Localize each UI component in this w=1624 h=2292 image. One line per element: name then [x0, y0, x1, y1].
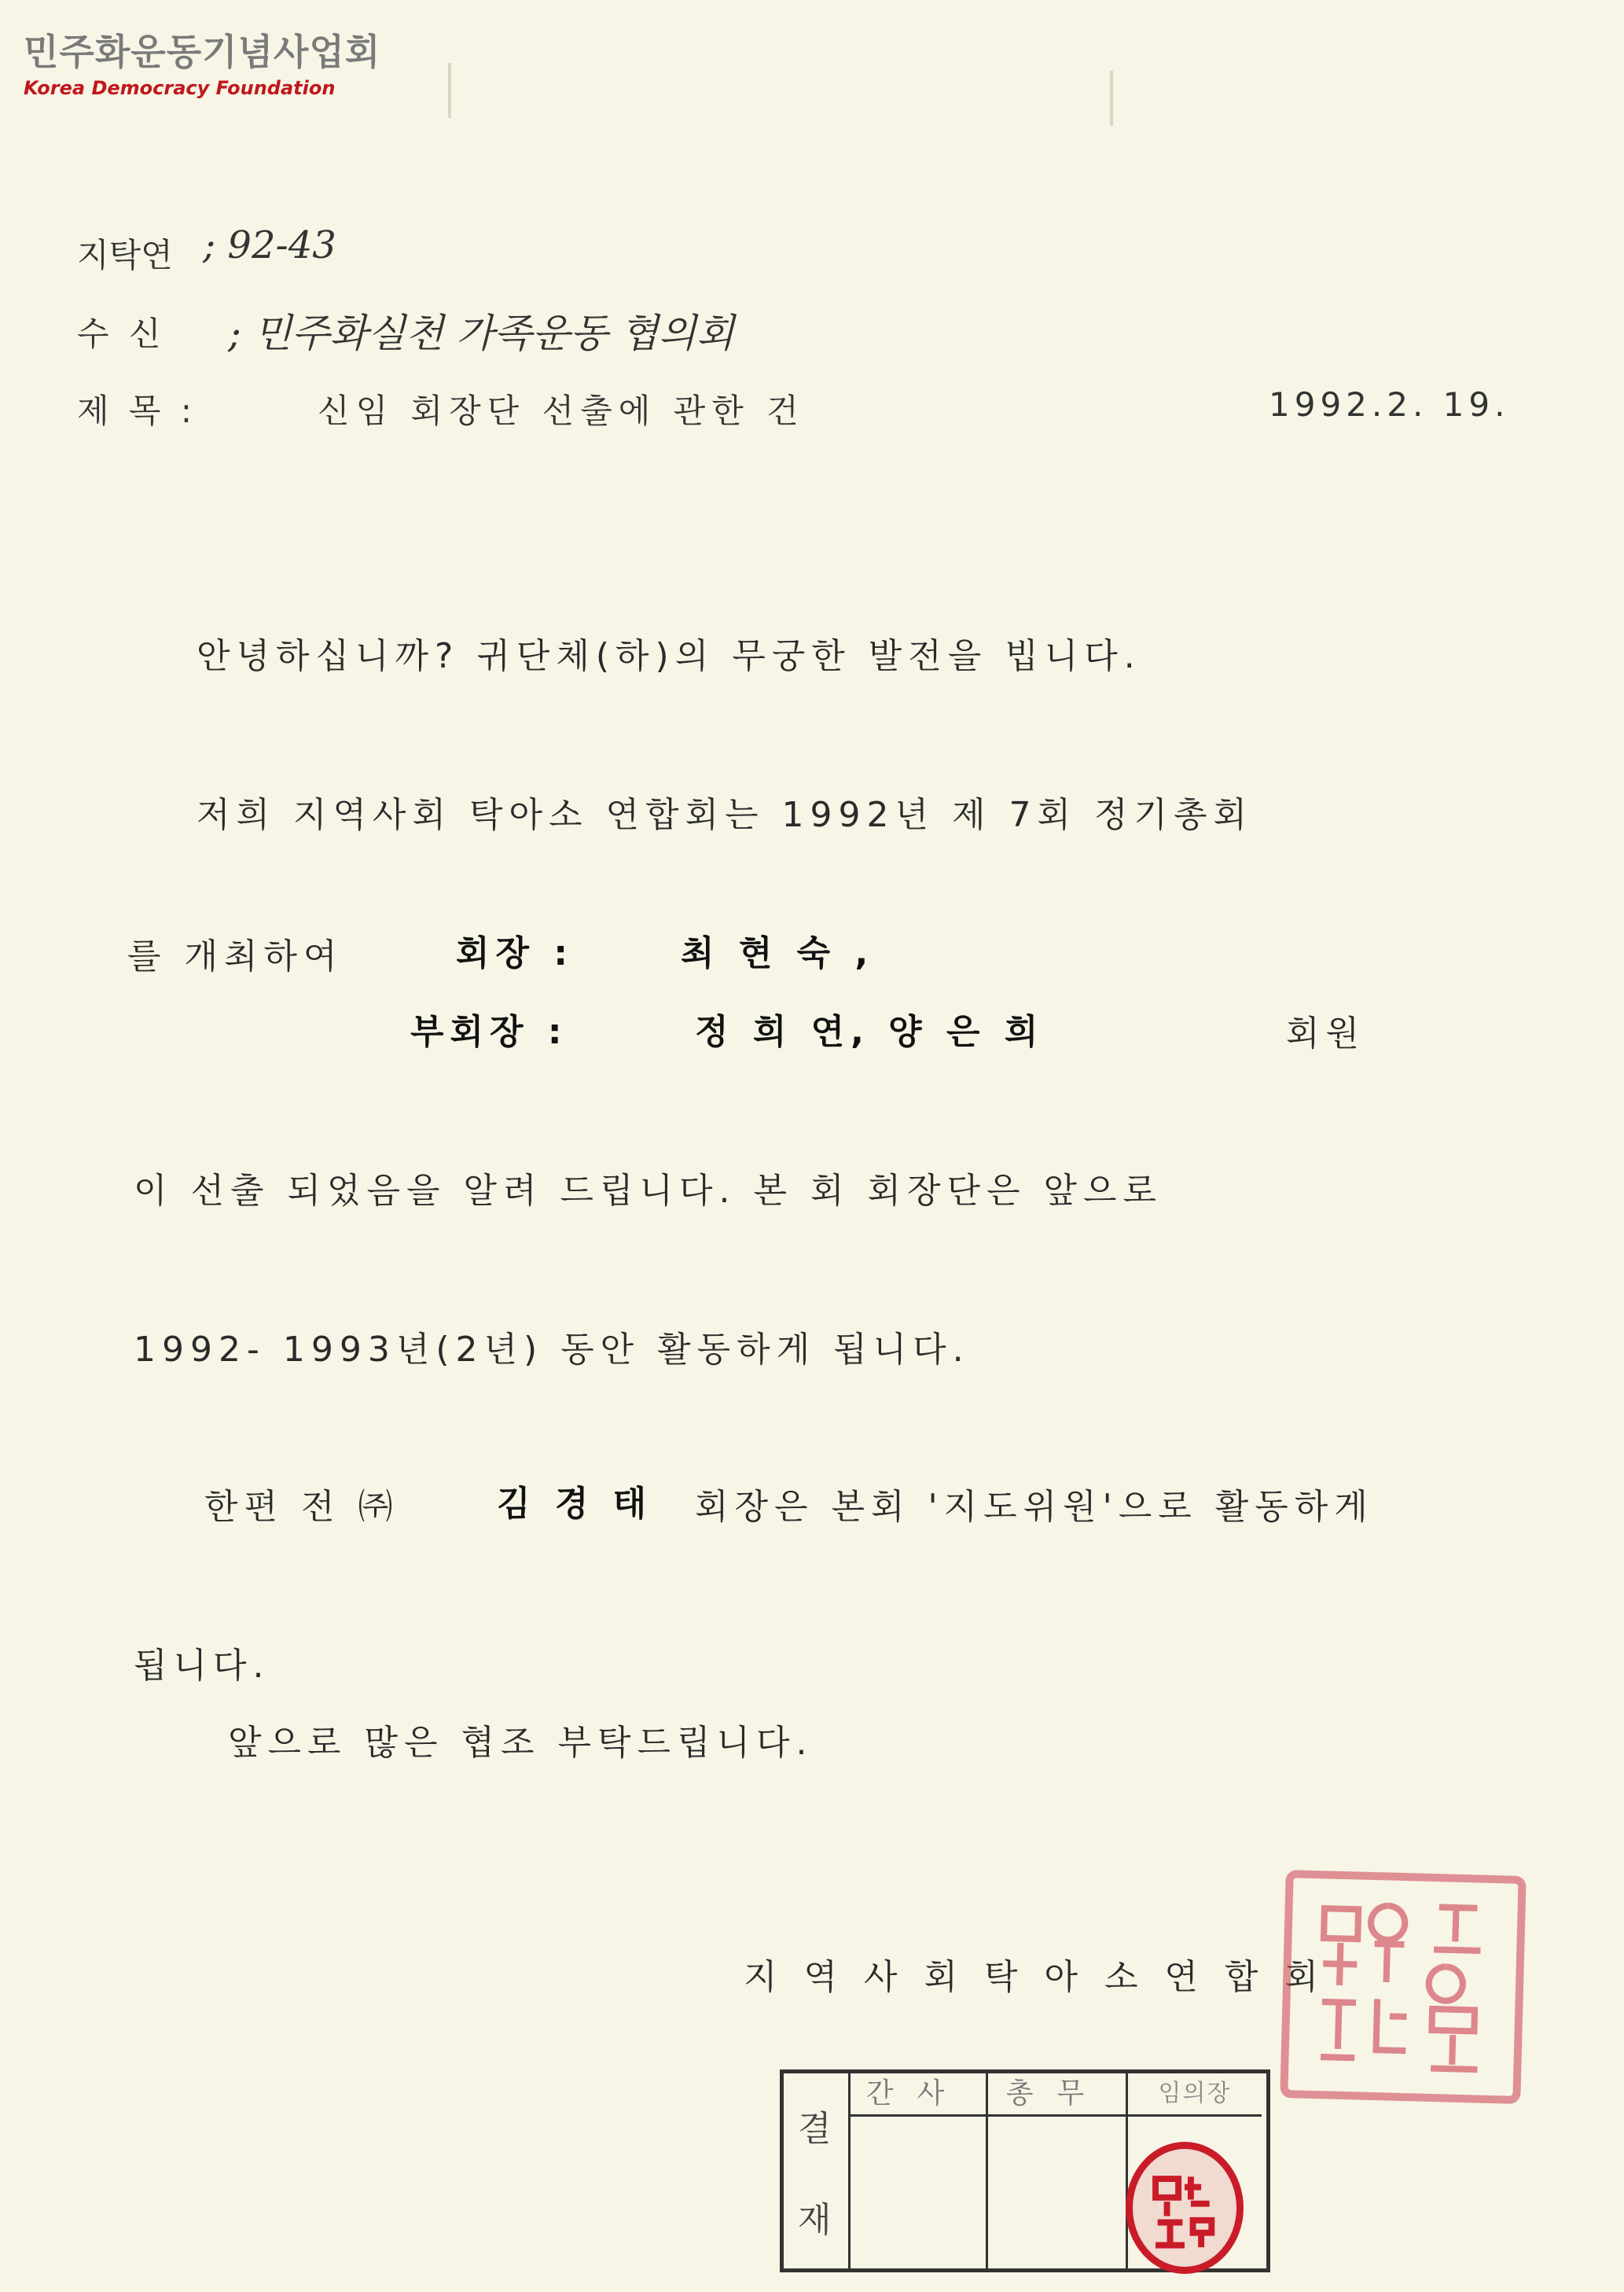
approval-column-secretary	[848, 2073, 988, 2268]
official-seal-glyphs	[1288, 1878, 1519, 2095]
approval-header-treasurer: 총무	[988, 2073, 1126, 2117]
former-president-name: 김 경 태	[497, 1484, 653, 1524]
recipient-label: 수 신	[77, 315, 166, 353]
para1-line2-prefix: 를 개최하여	[127, 936, 344, 977]
watermark-org-english: Korea Democracy Foundation	[24, 77, 336, 99]
approval-side-bottom: 재	[798, 2200, 832, 2240]
para1-line1: 저희 지역사회 탁아소 연합회는 1992년 제 7회 정기총회	[197, 795, 1253, 835]
para3-prefix: 한편 전 ㈜	[204, 1487, 399, 1527]
approval-column-treasurer	[988, 2073, 1128, 2268]
president-name: 최 현 숙 ,	[681, 933, 875, 973]
approval-side-top: 결	[798, 2109, 832, 2149]
para2-line1: 이 선출 되었음을 알려 드립니다. 본 회 회장단은 앞으로	[134, 1171, 1163, 1211]
president-label: 회장 :	[456, 933, 574, 973]
chair-stamp	[1126, 2142, 1244, 2274]
watermark-org-korean: 민주화운동기념사업회	[24, 31, 381, 73]
subject-label: 제 목 :	[77, 392, 197, 430]
approval-header-chair: 임의장	[1128, 2073, 1262, 2117]
para2-line2: 1992- 1993년(2년) 동안 활동하게 됩니다.	[134, 1330, 970, 1370]
vice-president-label: 부회장 :	[410, 1012, 568, 1052]
vice-president-suffix: 회원	[1286, 1014, 1366, 1054]
greeting: 안녕하십니까? 귀단체(하)의 무궁한 발전을 빕니다.	[197, 636, 1141, 676]
scan-mark	[1110, 71, 1113, 126]
approval-side-label	[784, 2073, 851, 2268]
para3-line2: 됩니다.	[134, 1646, 270, 1686]
signature-org-name: 지 역 사 회 탁 아 소 연 합 회	[744, 1957, 1326, 1997]
scan-mark	[448, 63, 451, 118]
vice-president-names: 정 희 연, 양 은 희	[695, 1012, 1045, 1052]
document-date: 1992.2. 19.	[1269, 385, 1510, 424]
approval-header-secretary: 간사	[848, 2073, 986, 2117]
recipient-value: ; 민주화실천 가족운동 협의회	[228, 311, 735, 356]
doc-number-label: 지탁연	[77, 236, 173, 274]
para3-suffix: 회장은 본회 '지도위원'으로 활동하게	[695, 1487, 1374, 1527]
chair-stamp-glyphs	[1133, 2149, 1236, 2267]
subject-value: 신임 회장단 선출에 관한 건	[318, 392, 805, 430]
official-seal	[1280, 1870, 1526, 2104]
doc-number-value: ; 92-43	[203, 223, 336, 267]
closing: 앞으로 많은 협조 부탁드립니다.	[228, 1723, 814, 1763]
